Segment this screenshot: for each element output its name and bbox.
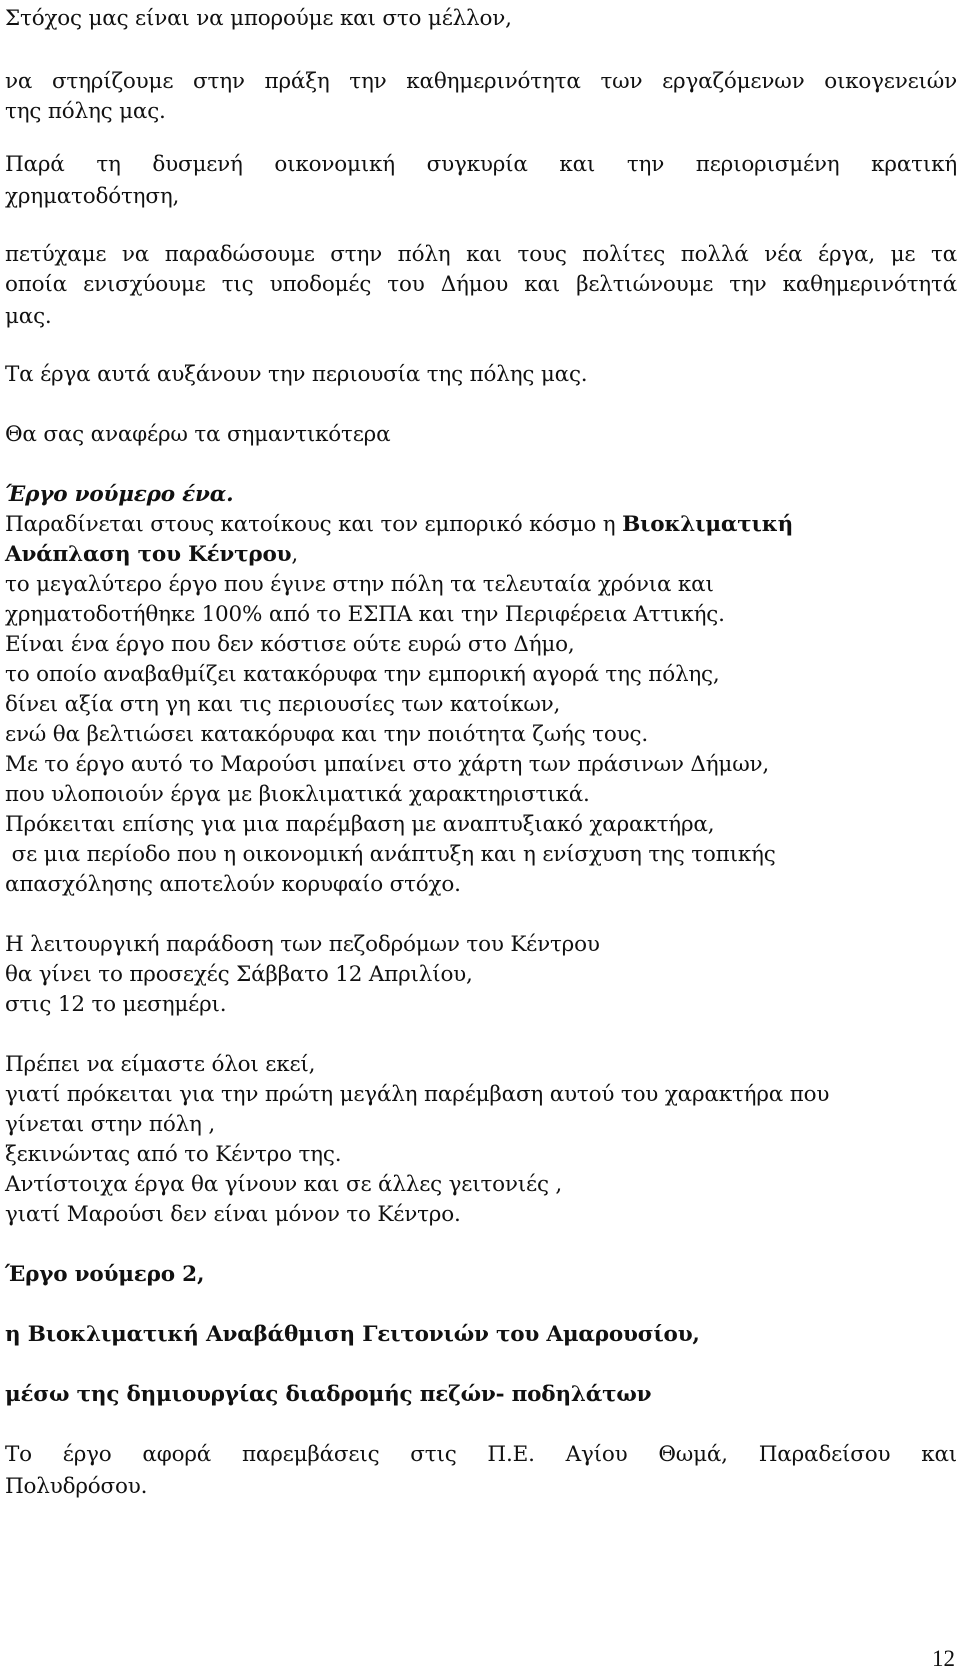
text-line: ενώ θα βελτιώσει κατακόρυφα και την ποιότητα ζωής τους. xyxy=(5,722,648,747)
text-line: Πρέπει να είμαστε όλοι εκεί, xyxy=(5,1052,316,1077)
text-line: ξεκινώντας από το Κέντρο της. xyxy=(5,1142,342,1167)
project-name-bold: Βιοκλιματική xyxy=(622,512,794,537)
section-heading: Έργο νούμερο 2, xyxy=(5,1262,205,1287)
section-heading: μέσω της δημιουργίας διαδρομής πεζών- ποδηλάτων xyxy=(5,1382,652,1407)
project-name-bold: Ανάπλαση του Κέντρου xyxy=(5,542,292,567)
text-line: γίνεται στην πόλη , xyxy=(5,1112,215,1137)
text-line: Αντίστοιχα έργα θα γίνουν και σε άλλες γειτονιές , xyxy=(5,1172,563,1197)
text-line: πετύχαμε να παραδώσουμε στην πόλη και τους πολίτες πολλά νέα έργα, με τα xyxy=(5,242,957,267)
text-line: Πρόκειται επίσης για μια παρέμβαση με αναπτυξιακό χαρακτήρα, xyxy=(5,812,715,837)
text-line xyxy=(5,510,793,540)
text-line: Είναι ένα έργο που δεν κόστισε ούτε ευρώ στο Δήμο, xyxy=(5,632,575,657)
section-heading: η Βιοκλιματική Αναβάθμιση Γειτονιών του Αμαρουσίου, xyxy=(5,1322,700,1347)
text-line: Τα έργα αυτά αυξάνουν την περιουσία της πόλης μας. xyxy=(5,362,588,387)
text-line: χρηματοδοτήθηκε 100% από το ΕΣΠΑ και την Περιφέρεια Αττικής. xyxy=(5,602,725,627)
text-line: χρηματοδότηση, xyxy=(5,184,180,209)
text-line: οποία ενισχύουμε τις υποδομές του Δήμου και βελτιώνουμε την καθημερινότητά xyxy=(5,272,957,297)
text-run: Παραδίνεται στους κατοίκους και τον εμπορικό κόσμο η xyxy=(5,512,623,537)
text-line: Η λειτουργική παράδοση των πεζοδρόμων του Κέντρου xyxy=(5,932,600,957)
text-line xyxy=(5,540,298,570)
text-line: Θα σας αναφέρω τα σημαντικότερα xyxy=(5,422,391,447)
text-line: της πόλης μας. xyxy=(5,99,166,124)
text-line: Με το έργο αυτό το Μαρούσι μπαίνει στο χάρτη των πράσινων Δήμων, xyxy=(5,752,770,777)
text-line: να στηρίζουμε στην πράξη την καθημερινότητα των εργαζόμενων οικογενειών xyxy=(5,69,957,94)
page-number: 12 xyxy=(932,1646,955,1671)
text-line: που υλοποιούν έργα με βιοκλιματικά χαρακτηριστικά. xyxy=(5,782,590,807)
text-line: το μεγαλύτερο έργο που έγινε στην πόλη τα τελευταία χρόνια και xyxy=(5,572,714,597)
text-line: απασχόλησης αποτελούν κορυφαίο στόχο. xyxy=(5,872,461,897)
text-line: μας. xyxy=(5,304,52,329)
text-line: Το έργο αφορά παρεμβάσεις στις Π.Ε. Αγίου Θωμά, Παραδείσου και xyxy=(5,1442,957,1467)
text-line: το οποίο αναβαθμίζει κατακόρυφα την εμπορική αγορά της πόλης, xyxy=(5,662,720,687)
text-line: δίνει αξία στη γη και τις περιουσίες των κατοίκων, xyxy=(5,692,561,717)
text-line: Παρά τη δυσμενή οικονομική συγκυρία και την περιορισμένη κρατική xyxy=(5,152,957,177)
text-line: στις 12 το μεσημέρι. xyxy=(5,992,227,1017)
text-line: γιατί Μαρούσι δεν είναι μόνον το Κέντρο. xyxy=(5,1202,461,1227)
section-heading: Έργο νούμερο ένα. xyxy=(5,482,234,507)
text-line: σε μια περίοδο που η οικονομική ανάπτυξη και η ενίσχυση της τοπικής xyxy=(5,842,776,867)
text-line: θα γίνει το προσεχές Σάββατο 12 Απριλίου, xyxy=(5,962,473,987)
text-run: , xyxy=(291,542,299,567)
text-line: Πολυδρόσου. xyxy=(5,1474,148,1499)
text-line: γιατί πρόκειται για την πρώτη μεγάλη παρέμβαση αυτού του χαρακτήρα που xyxy=(5,1082,830,1107)
text-line: Στόχος μας είναι να μπορούμε και στο μέλλον, xyxy=(5,6,512,31)
